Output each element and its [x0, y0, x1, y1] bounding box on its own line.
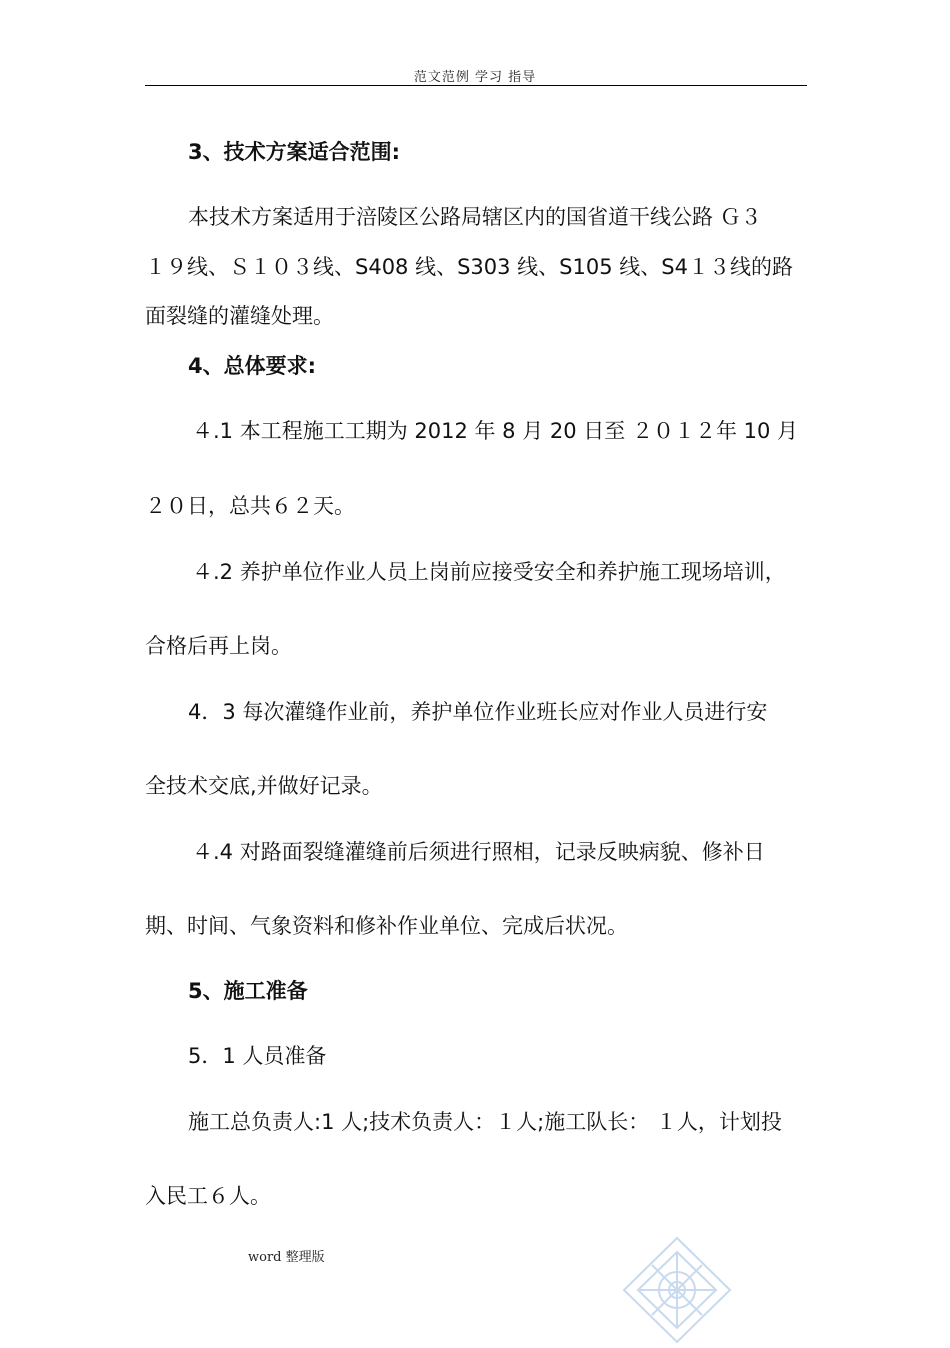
subsection-5-1-title: 5．1 人员准备	[188, 1044, 327, 1068]
item-4-1-line-1: ４.1 本工程施工工期为 2012 年 8 月 20 日至 ２０１２年 10 月	[192, 419, 799, 443]
section-4-title: 4、总体要求:	[188, 354, 317, 378]
item-4-4-line-1: ４.4 对路面裂缝灌缝前后须进行照相，记录反映病貌、修补日	[192, 840, 765, 864]
item-4-1-line-2: ２０日，总共６２天。	[145, 494, 355, 518]
item-4-3-line-1: 4．3 每次灌缝作业前，养护单位作业班长应对作业人员进行安	[188, 700, 768, 724]
item-4-3-line-2: 全技术交底,并做好记录。	[145, 774, 383, 798]
section-3-paragraph-line-2: １９线、Ｓ１０３线、S408 线、S303 线、S105 线、S4１３线的路	[145, 255, 793, 279]
section-3-paragraph-line-1: 本技术方案适用于涪陵区公路局辖区内的国省道干线公路 Ｇ３	[188, 205, 762, 229]
item-4-2-line-2: 合格后再上岗。	[145, 634, 292, 658]
subsection-5-1-line-2: 入民工６人。	[145, 1184, 271, 1208]
section-5-title: 5、施工准备	[188, 979, 308, 1003]
page-header: 范文范例 学习 指导	[413, 70, 537, 85]
section-3-title: 3、技术方案适合范围:	[188, 140, 401, 164]
page-footer: word 整理版	[248, 1250, 325, 1265]
section-3-paragraph-line-3: 面裂缝的灌缝处理。	[145, 304, 334, 328]
item-4-4-line-2: 期、时间、气象资料和修补作业单位、完成后状况。	[145, 914, 628, 938]
header-divider	[145, 85, 807, 86]
diamond-logo-icon	[622, 1236, 732, 1344]
item-4-2-line-1: ４.2 养护单位作业人员上岗前应接受安全和养护施工现场培训，	[192, 560, 786, 584]
subsection-5-1-line-1: 施工总负责人:1 人;技术负责人：１人;施工队长： １人，计划投	[188, 1110, 782, 1134]
